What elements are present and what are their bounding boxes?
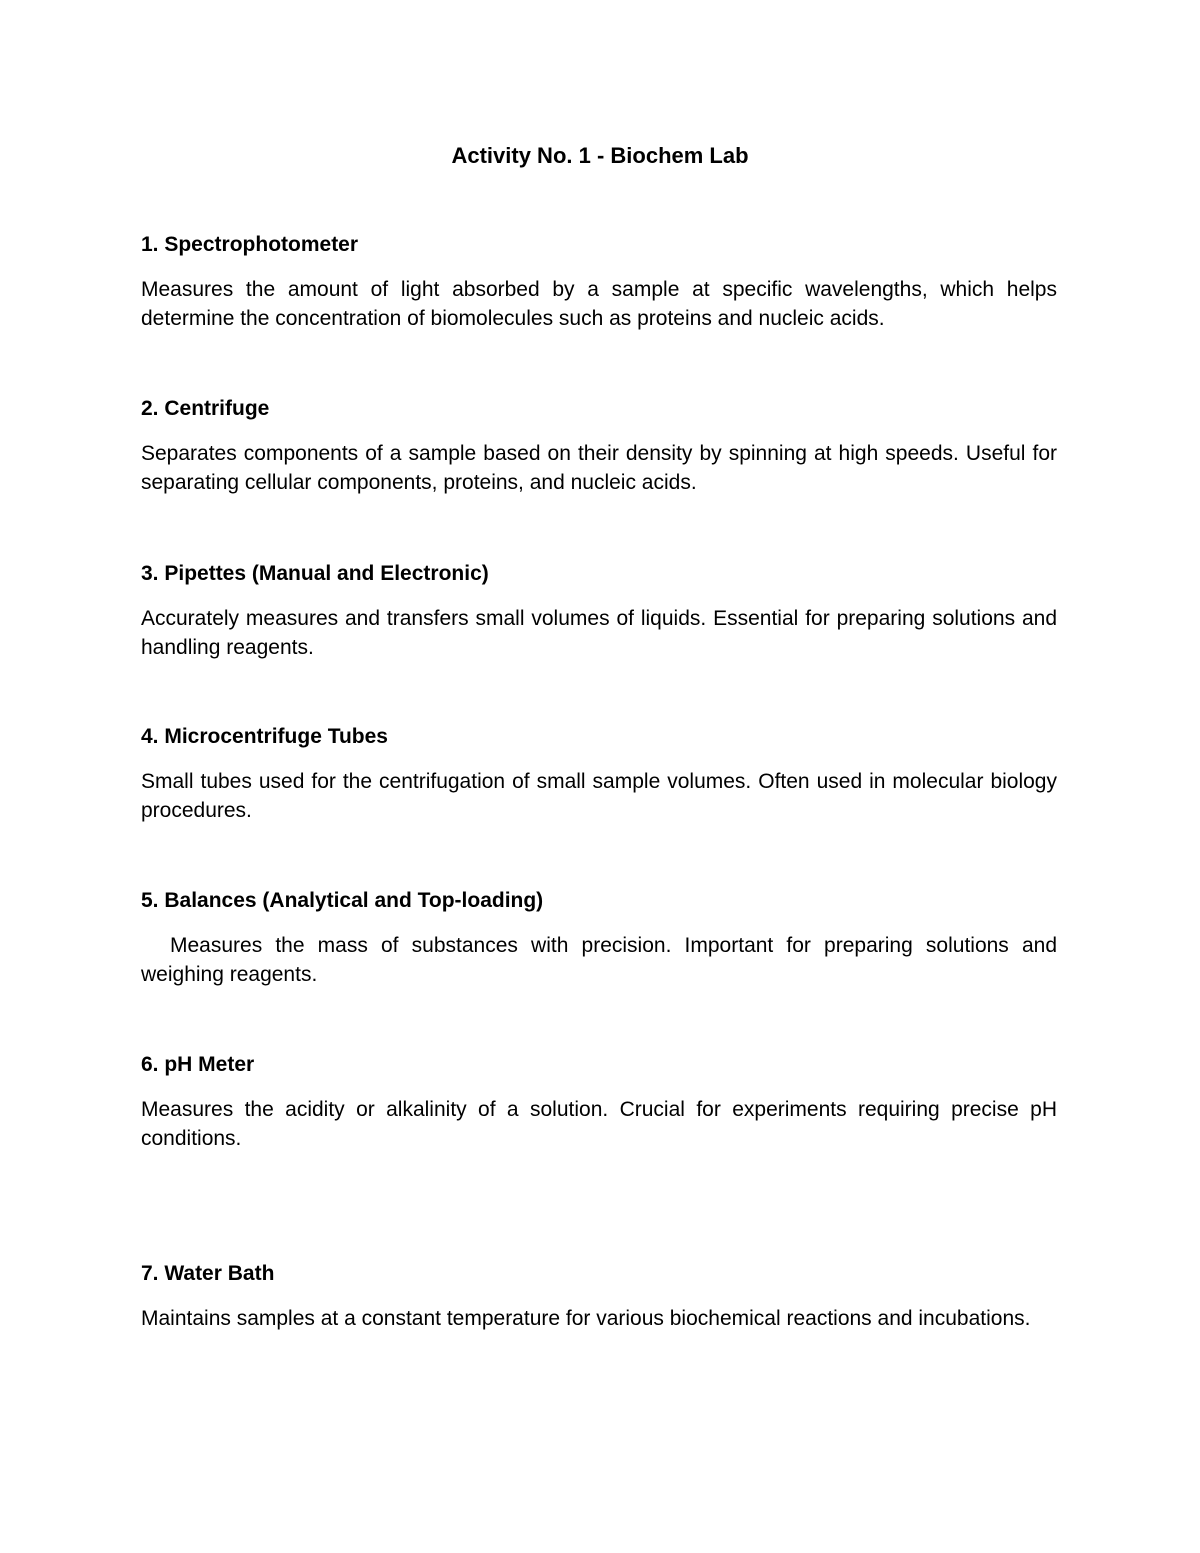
- equipment-item-balances: [141, 887, 1057, 989]
- item-heading: 4. Microcentrifuge Tubes: [141, 725, 388, 748]
- equipment-item-centrifuge: [141, 395, 1057, 497]
- item-description: Measures the mass of substances with precision. Important for preparing solutions and weighing reagents.: [141, 934, 1057, 986]
- item-heading: 5. Balances (Analytical and Top-loading): [141, 889, 544, 912]
- equipment-item-ph-meter: [141, 1051, 1057, 1153]
- item-description: Accurately measures and transfers small volumes of liquids. Essential for preparing solutions and handling reagents.: [141, 607, 1057, 659]
- document-title: Activity No. 1 - Biochem Lab: [451, 143, 749, 168]
- equipment-item-pipettes: [141, 560, 1057, 662]
- item-heading: 7. Water Bath: [141, 1262, 275, 1285]
- equipment-item-microcentrifuge-tubes: [141, 723, 1057, 825]
- item-heading: 3. Pipettes (Manual and Electronic): [141, 562, 489, 585]
- item-description: Measures the amount of light absorbed by a sample at specific wavelengths, which helps determine the concentration of biomolecules such as proteins and nucleic acids.: [141, 278, 1057, 330]
- item-heading: 2. Centrifuge: [141, 397, 270, 420]
- item-heading: 1. Spectrophotometer: [141, 233, 359, 256]
- item-heading: 6. pH Meter: [141, 1053, 255, 1076]
- equipment-item-spectrophotometer: [141, 231, 1057, 333]
- item-description: Maintains samples at a constant temperature for various biochemical reactions and incubations.: [141, 1307, 1031, 1330]
- equipment-item-water-bath: [141, 1260, 1057, 1333]
- item-description: Small tubes used for the centrifugation of small sample volumes. Often used in molecular biology procedures.: [141, 770, 1057, 822]
- item-description: Separates components of a sample based on their density by spinning at high speeds. Useful for separating cellular components, proteins, and nucleic acids.: [141, 442, 1057, 494]
- item-description: Measures the acidity or alkalinity of a solution. Crucial for experiments requiring precise pH conditions.: [141, 1098, 1057, 1150]
